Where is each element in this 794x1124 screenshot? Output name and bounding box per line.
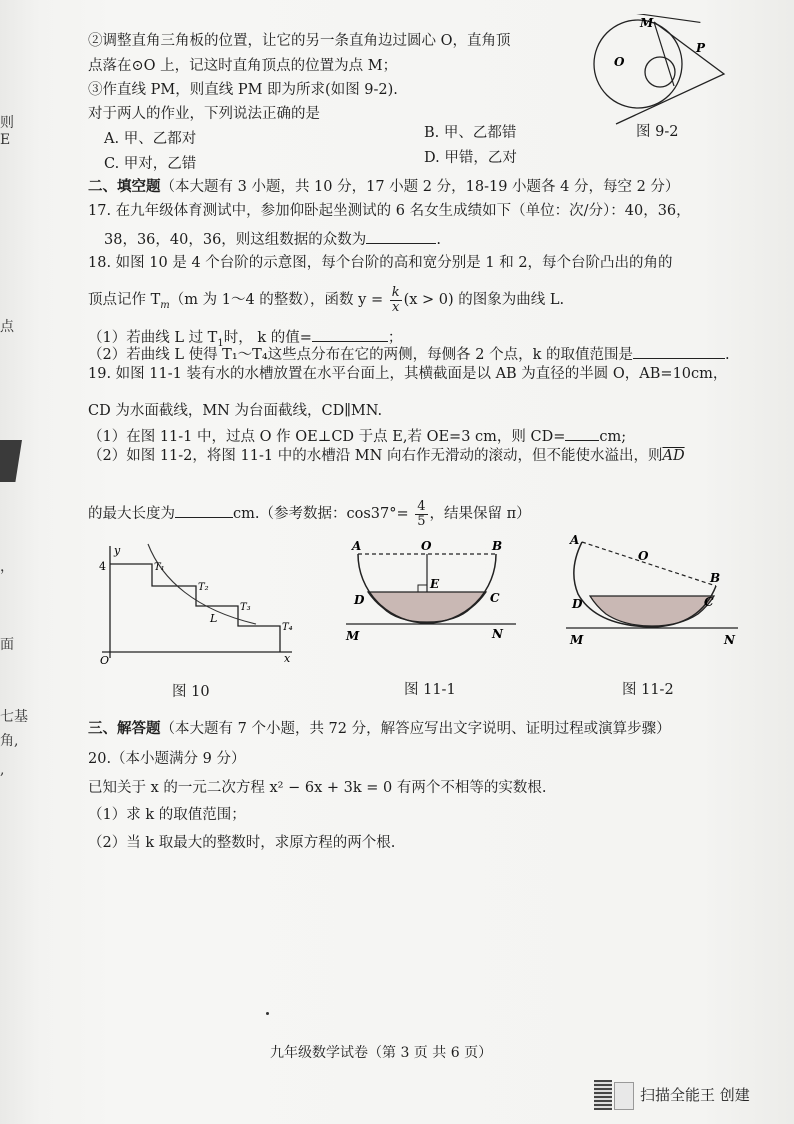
q18-l2-pre: 顶点记作 T bbox=[88, 292, 161, 308]
scanner-watermark bbox=[594, 1078, 774, 1112]
q18-line1: 18. 如图 10 是 4 个台阶的示意图，每个台阶的高和宽分别是 1 和 2，每个台阶凸出的角的 bbox=[88, 255, 673, 271]
figure-9-2 bbox=[588, 14, 738, 134]
q19-cos-num: 4 bbox=[417, 498, 426, 514]
fig111-label-a: A bbox=[352, 540, 362, 553]
fig92-caption: 图 9-2 bbox=[636, 124, 679, 140]
q19-part2 bbox=[88, 447, 685, 465]
q17-text: 38，36，40，36，则这组数据的众数为 bbox=[104, 232, 367, 248]
q18-p2-answer-blank[interactable] bbox=[633, 344, 725, 359]
fig111-label-b: B bbox=[492, 540, 503, 553]
q19-p3-answer-blank[interactable] bbox=[175, 503, 233, 518]
q18-p1-end: ； bbox=[387, 330, 403, 346]
q16-step3: ③作直线 PM，则直线 PM 即为所求(如图 9-2). bbox=[88, 82, 398, 98]
q18-l2-mid: （m 为 1～4 的整数），函数 y = bbox=[169, 292, 384, 308]
edge-char: ， bbox=[0, 559, 14, 575]
qr-code-icon bbox=[594, 1080, 612, 1110]
q17-line1: 17. 在九年级体育测试中，参加仰卧起坐测试的 6 名女生成绩如下（单位：次/分）：40，36， bbox=[88, 203, 691, 219]
q18-p2-end: . bbox=[725, 347, 730, 363]
edge-char: E bbox=[0, 132, 11, 148]
fig111-label-d: D bbox=[354, 593, 365, 607]
edge-dark-mark bbox=[0, 440, 22, 482]
q19-p3-pre: 的最大长度为 bbox=[88, 506, 175, 522]
q19-part3 bbox=[88, 496, 531, 532]
section2-heading bbox=[88, 178, 679, 196]
q18-p1-post: 时， k 的值= bbox=[223, 330, 312, 346]
fig111-label-o: O bbox=[421, 540, 432, 553]
fig111-caption: 图 11-1 bbox=[404, 682, 456, 698]
q16-option-d: D. 甲错，乙对 bbox=[424, 150, 517, 166]
edge-char: 则 bbox=[0, 115, 14, 131]
fig10-label-t4: T₄ bbox=[282, 622, 293, 633]
q16-step2-line1: ②调整直角三角板的位置，让它的另一条直角边过圆心 O，直角顶 bbox=[88, 33, 511, 49]
fig112-water bbox=[590, 596, 714, 626]
fig10-caption: 图 10 bbox=[172, 684, 210, 700]
fig112-diameter-ab bbox=[582, 542, 716, 586]
edge-char: 面 bbox=[0, 637, 14, 653]
edge-char: 七基 bbox=[0, 709, 28, 725]
section2-desc: （本大题有 3 小题，共 10 分，17 小题 2 分，18-19 小题各 4 分，每空 2 分） bbox=[160, 179, 680, 195]
section3-title: 三、解答题 bbox=[88, 720, 161, 737]
q19-p1-answer-blank[interactable] bbox=[565, 426, 599, 441]
q19-part1 bbox=[88, 426, 626, 446]
q19-p1-end: cm; bbox=[599, 429, 627, 445]
edge-char: , bbox=[0, 762, 5, 778]
fig92-label-o: O bbox=[614, 55, 625, 69]
section3-heading bbox=[88, 720, 671, 738]
figure-11-1 bbox=[342, 540, 522, 644]
q18-l2-post: (x > 0) 的图象为曲线 L. bbox=[403, 292, 565, 308]
q17-answer-blank[interactable] bbox=[366, 229, 436, 244]
section2-title: 二、填空题 bbox=[88, 178, 161, 195]
fig112-label-b: B bbox=[710, 571, 721, 585]
fig92-label-p: P bbox=[696, 41, 706, 55]
q18-p1-pre: （1）若曲线 L 过 T bbox=[88, 330, 218, 346]
edge-char: 点 bbox=[0, 319, 14, 335]
page-footer: 九年级数学试卷（第 3 页 共 6 页） bbox=[270, 1045, 493, 1061]
q19-p1-text: （1）在图 11-1 中，过点 O 作 OE⊥CD 于点 E,若 OE=3 cm，则 CD= bbox=[88, 429, 566, 445]
fig10-steps bbox=[110, 564, 280, 652]
fig112-caption: 图 11-2 bbox=[622, 682, 674, 698]
q16-option-c: C. 甲对，乙错 bbox=[104, 156, 197, 172]
q18-l2-sub: m bbox=[160, 299, 170, 311]
q16-option-b: B. 甲、乙都错 bbox=[424, 125, 517, 141]
q18-p2-text: （2）若曲线 L 使得 T₁～T₄这些点分布在它的两侧，每侧各 2 个点，k 的取值范围是 bbox=[88, 347, 633, 363]
q18-p1-answer-blank[interactable] bbox=[312, 327, 388, 342]
q19-p2-arc: $\overline{AD}$ bbox=[662, 448, 685, 464]
fig111-label-e: E bbox=[430, 577, 440, 591]
edge-char: 角, bbox=[0, 733, 19, 749]
figure-11-2 bbox=[560, 530, 750, 650]
stray-dot bbox=[266, 1012, 269, 1015]
fig10-label-o: O bbox=[100, 654, 110, 667]
fig111-right-angle bbox=[418, 585, 427, 592]
q20-stem: 已知关于 x 的一元二次方程 x² − 6x + 3k = 0 有两个不相等的实数根. bbox=[88, 780, 547, 796]
q20-title: 20.（本小题满分 9 分） bbox=[88, 751, 246, 767]
q19-cos-den: 5 bbox=[417, 513, 426, 529]
q19-p2-text: （2）如图 11-2，将图 11-1 中的水槽沿 MN 向右作无滑动的滚动，但不能使水溢出，则 bbox=[88, 448, 663, 464]
fig10-label-y: y bbox=[114, 544, 121, 557]
q17-end: . bbox=[436, 232, 441, 248]
q19-p3-mid: cm.（参考数据：cos37°= bbox=[233, 506, 409, 522]
q19-line1: 19. 如图 11-1 装有水的水槽放置在水平台面上，其横截面是以 AB 为直径的半圆 O，AB=10cm， bbox=[88, 366, 728, 382]
fig112-label-n: N bbox=[724, 633, 735, 647]
q18-frac-num: k bbox=[391, 284, 400, 300]
fig112-label-m: M bbox=[570, 633, 584, 647]
fig111-label-c: C bbox=[490, 591, 500, 605]
fig10-label-l: L bbox=[210, 612, 218, 625]
fig111-water bbox=[368, 592, 486, 622]
fig10-label-t3: T₃ bbox=[240, 602, 251, 613]
q18-line2 bbox=[88, 282, 564, 318]
section3-desc: （本大题有 7 个小题，共 72 分，解答应写出文字说明、证明过程或演算步骤） bbox=[160, 721, 671, 737]
figure-10 bbox=[96, 540, 302, 670]
fig10-label-x: x bbox=[284, 652, 291, 665]
scanner-logo-icon bbox=[614, 1082, 634, 1110]
q19-cos-fraction bbox=[415, 500, 427, 529]
scanner-text: 扫描全能王 创建 bbox=[640, 1086, 750, 1104]
q18-p1-sub: 1 bbox=[217, 337, 224, 349]
fig112-label-o: O bbox=[638, 549, 649, 563]
fig92-label-m: M bbox=[640, 16, 654, 30]
q19-p3-post: ，结果保留 π） bbox=[429, 506, 531, 522]
q17-line2 bbox=[104, 229, 441, 249]
fig10-label-4: 4 bbox=[99, 560, 106, 573]
fig111-label-m: M bbox=[346, 629, 360, 643]
fig10-label-t2: T₂ bbox=[198, 582, 209, 593]
fig92-side bbox=[654, 22, 674, 86]
fig112-label-a: A bbox=[570, 533, 580, 547]
q18-fraction bbox=[390, 286, 402, 315]
fig10-label-t1: T₁ bbox=[154, 562, 165, 573]
fig112-label-d: D bbox=[572, 597, 583, 611]
q19-line2: CD 为水面截线，MN 为台面截线，CD∥MN. bbox=[88, 403, 383, 419]
q20-part1: （1）求 k 的取值范围； bbox=[88, 807, 246, 823]
q16-option-a: A. 甲、乙都对 bbox=[104, 131, 197, 147]
fig112-label-c: C bbox=[704, 595, 714, 609]
q16-step2-line2: 点落在⊙O 上，记这时直角顶点的位置为点 M； bbox=[88, 58, 398, 74]
q20-part2: （2）当 k 取最大的整数时，求原方程的两个根. bbox=[88, 835, 396, 851]
q18-frac-den: x bbox=[391, 299, 400, 315]
q18-part2 bbox=[88, 344, 730, 364]
q16-ask: 对于两人的作业，下列说法正确的是 bbox=[88, 106, 320, 122]
fig92-small-circle bbox=[645, 57, 675, 87]
fig111-label-n: N bbox=[492, 627, 503, 641]
